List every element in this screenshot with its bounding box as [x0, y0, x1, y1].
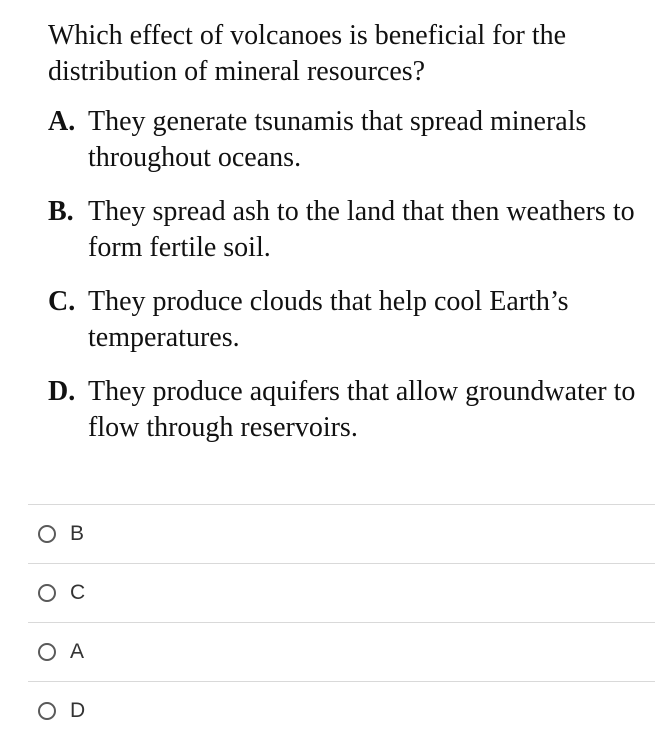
answer-choice-c[interactable]: [28, 564, 655, 623]
answer-choices: [28, 504, 655, 740]
radio-unselected-icon[interactable]: [38, 584, 56, 602]
option-d: [48, 374, 648, 446]
option-text: They produce clouds that help cool Earth’s temperatures.: [88, 286, 569, 353]
answer-choice-a[interactable]: [28, 623, 655, 682]
answer-choice-b[interactable]: [28, 505, 655, 564]
option-text: They produce aquifers that allow groundwater to flow through reservoirs.: [88, 376, 636, 443]
answer-label: A: [70, 640, 85, 663]
option-letter: B.: [48, 196, 74, 227]
option-c: [48, 284, 648, 356]
option-a: [48, 104, 648, 176]
question-block: [48, 18, 648, 464]
option-text: They spread ash to the land that then weathers to form fertile soil.: [88, 196, 635, 263]
option-letter: D.: [48, 376, 76, 407]
radio-unselected-icon[interactable]: [38, 702, 56, 720]
radio-unselected-icon[interactable]: [38, 525, 56, 543]
answer-choice-d[interactable]: [28, 682, 655, 740]
answer-label: B: [70, 522, 85, 545]
option-b: [48, 194, 648, 266]
option-text: They generate tsunamis that spread minerals throughout oceans.: [88, 106, 587, 173]
question-text: Which effect of volcanoes is beneficial for the distribution of mineral resources?: [48, 20, 567, 87]
option-letter: A.: [48, 106, 76, 137]
option-letter: C.: [48, 286, 76, 317]
radio-unselected-icon[interactable]: [38, 643, 56, 661]
answer-label: D: [70, 699, 86, 722]
answer-label: C: [70, 581, 86, 604]
